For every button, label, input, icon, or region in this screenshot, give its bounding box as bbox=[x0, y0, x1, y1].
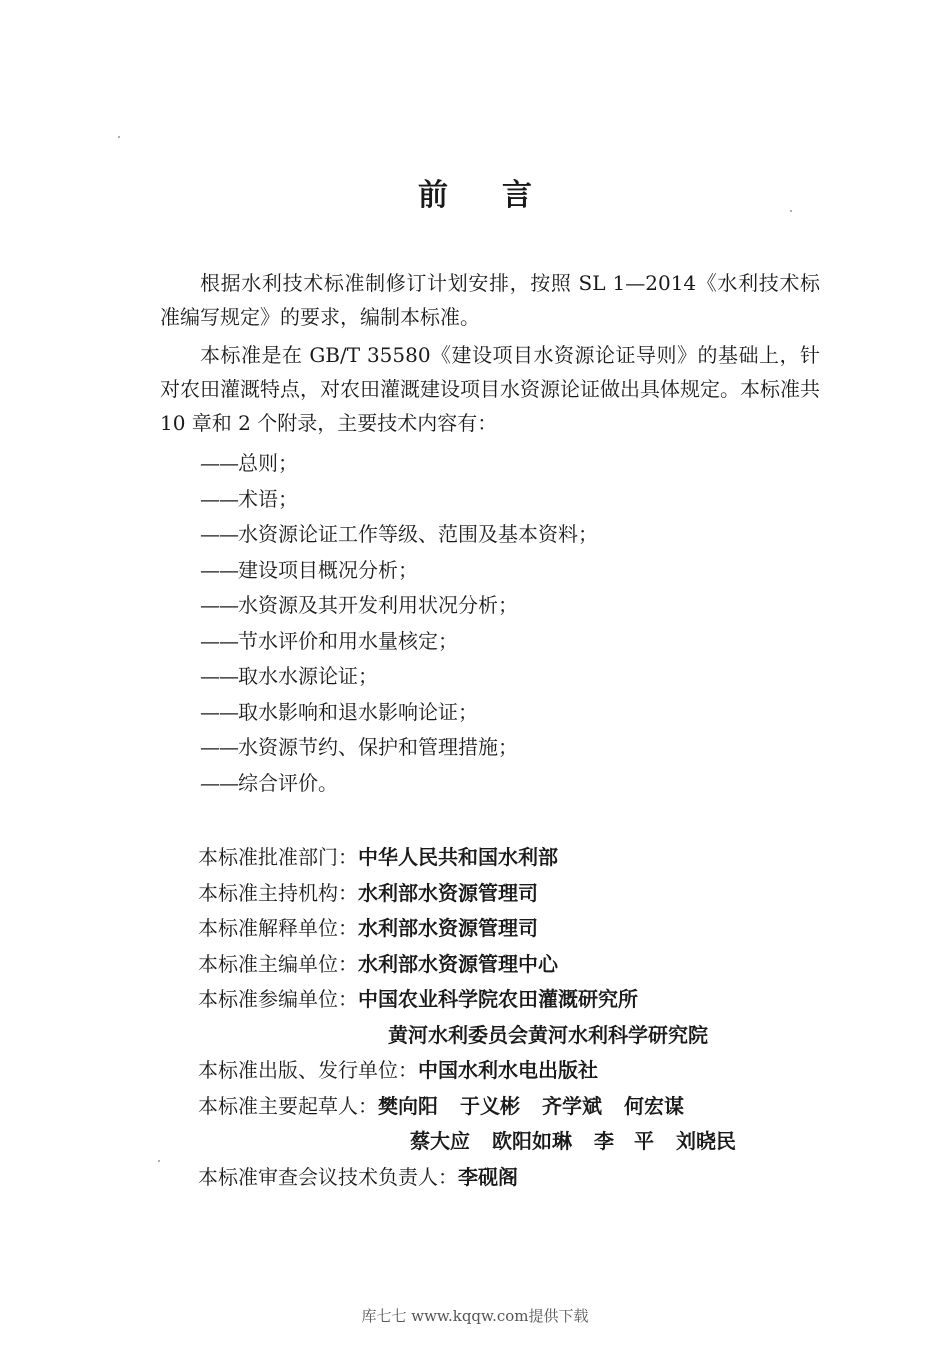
paragraph-2-block bbox=[160, 338, 820, 440]
list-item: ——水资源论证工作等级、范围及基本资料； bbox=[200, 522, 598, 546]
credits-block bbox=[198, 840, 758, 1195]
credit-host: 本标准主持机构：水利部水资源管理司 bbox=[198, 880, 538, 905]
credit-approval: 本标准批准部门：中华人民共和国水利部 bbox=[198, 845, 558, 869]
paragraph-1: 根据水利技术标准制修订计划安排，按照 SL 1—2014《水利技术标准编写规定》的要求，编制本标准。 bbox=[160, 271, 820, 329]
title-char-right: 言 bbox=[502, 178, 532, 213]
list-item: ——总则； bbox=[200, 451, 298, 475]
list-item: ——综合评价。 bbox=[200, 770, 338, 795]
scan-speck bbox=[790, 210, 792, 212]
list-item: ——建设项目概况分析； bbox=[200, 557, 418, 582]
download-footer: 库七七 www.kqqw.com提供下载 bbox=[361, 1307, 589, 1325]
paragraph-2: 本标准是在 GB/T 35580《建设项目水资源论证导则》的基础上，针对农田灌溉特点，对农田灌溉建设项目水资源论证做出具体规定。本标准共 10 章和 2 个附录，主要技术内容有： bbox=[160, 343, 820, 435]
title-char-left: 前 bbox=[418, 178, 448, 213]
credit-publisher: 本标准出版、发行单位：中国水利水电出版社 bbox=[198, 1058, 598, 1082]
list-item: ——水资源节约、保护和管理措施； bbox=[200, 735, 518, 759]
credit-participating-cont: 黄河水利委员会黄河水利科学研究院 bbox=[388, 1022, 708, 1047]
list-item: ——节水评价和用水量核定； bbox=[200, 628, 458, 653]
page-title bbox=[0, 170, 950, 214]
scan-speck bbox=[118, 136, 120, 138]
credit-interpret: 本标准解释单位：水利部水资源管理司 bbox=[198, 916, 538, 940]
credit-participating: 本标准参编单位：中国农业科学院农田灌溉研究所 bbox=[198, 987, 638, 1011]
list-item: ——水资源及其开发利用状况分析； bbox=[200, 593, 518, 617]
contents-list bbox=[200, 446, 598, 801]
list-item: ——取水影响和退水影响论证； bbox=[200, 699, 478, 724]
scan-speck bbox=[158, 1160, 160, 1162]
credit-drafters-cont: 蔡大应 欧阳如琳 李 平 刘晓民 bbox=[410, 1129, 736, 1153]
credit-reviewer: 本标准审查会议技术负责人：李砚阁 bbox=[198, 1164, 518, 1189]
credit-chief-editor: 本标准主编单位：水利部水资源管理中心 bbox=[198, 951, 558, 976]
paragraph-1-block bbox=[160, 266, 820, 334]
list-item: ——术语； bbox=[200, 486, 298, 511]
credit-drafters: 本标准主要起草人：樊向阳 于义彬 齐学斌 何宏谋 bbox=[198, 1093, 684, 1118]
list-item: ——取水水源论证； bbox=[200, 664, 378, 688]
